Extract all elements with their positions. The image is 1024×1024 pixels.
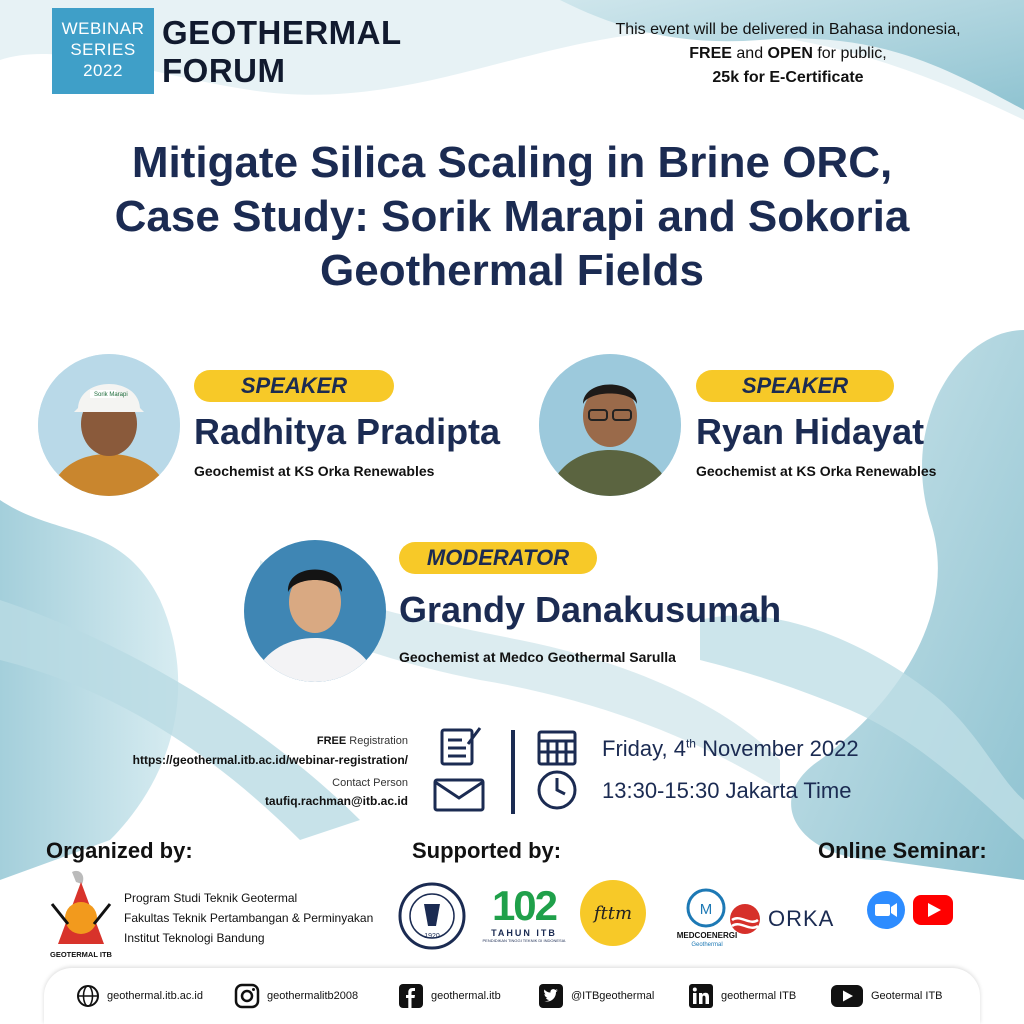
footer-linkedin-text: geothermal ITB [721, 990, 797, 1002]
clock-icon [539, 772, 575, 808]
footer-linkedin[interactable] [688, 982, 796, 1010]
fttm-text: fttm [593, 902, 633, 924]
zoom-icon [866, 890, 906, 930]
speaker-1-badge: SPEAKER [194, 370, 394, 402]
facebook-icon [398, 983, 424, 1009]
contact-label: Contact Person [332, 777, 408, 789]
orka-text: ORKA [768, 906, 835, 931]
moderator-photo [244, 540, 386, 682]
forum-title-line-1: GEOTHERMAL [162, 14, 402, 51]
footer-youtube-text: Geotermal ITB [871, 990, 943, 1002]
itb-year: 1920 [424, 933, 440, 940]
footer-facebook-text: geothermal.itb [431, 990, 501, 1002]
instagram-icon [234, 983, 260, 1009]
series-line-1: WEBINAR [61, 19, 145, 38]
event-title-line-1: Mitigate Silica Scaling in Brine ORC, [131, 138, 893, 187]
speaker-1-name: Radhitya Pradipta [194, 411, 501, 452]
notice-line-1: This event will be delivered in Bahasa indonesia, [615, 21, 961, 38]
anniv-number: 102 [491, 882, 557, 929]
youtube-icon [912, 894, 954, 926]
notice-and: and [731, 45, 768, 62]
youtube-footer-icon [830, 984, 864, 1008]
event-date: Friday, 4th November 2022 [602, 736, 859, 761]
speaker-2-badge: SPEAKER [696, 370, 894, 402]
footer-website[interactable] [76, 982, 203, 1010]
calendar-icon [539, 732, 575, 764]
footer-twitter-text: @ITBgeothermal [571, 990, 655, 1002]
footer-instagram[interactable] [234, 982, 358, 1010]
event-title-line-2: Case Study: Sorik Marapi and Sokoria [114, 192, 910, 241]
logo-caption: GEOTERMAL ITB [50, 950, 112, 959]
linkedin-icon [688, 983, 714, 1009]
registration-free: FREE [316, 735, 347, 747]
form-icon [442, 728, 480, 764]
notice-public: for public, [812, 45, 887, 62]
102-tahun-itb-logo [476, 884, 572, 948]
contact-email[interactable]: taufiq.rachman@itb.ac.id [264, 794, 408, 808]
anniv-sub: TAHUN ITB [491, 928, 557, 938]
organizer-details [124, 888, 373, 948]
event-title-line-3: Geothermal Fields [320, 246, 704, 295]
footer-twitter[interactable] [538, 982, 654, 1010]
registration-link[interactable]: https://geothermal.itb.ac.id/webinar-registration/ [132, 753, 408, 767]
globe-icon [76, 984, 100, 1008]
notice-line-3: 25k for E-Certificate [712, 69, 864, 86]
organizer-line-3: Institut Teknologi Bandung [124, 931, 265, 945]
organizer-line-1: Program Studi Teknik Geotermal [124, 891, 298, 905]
online-seminar-heading: Online Seminar: [818, 838, 987, 863]
registration-label: FREE Registration [316, 735, 408, 747]
event-time: 13:30-15:30 Jakarta Time [602, 778, 852, 803]
moderator-badge: MODERATOR [399, 542, 597, 574]
medco-text: MEDCOENERGI [676, 931, 738, 940]
schedule-divider [511, 730, 515, 814]
medco-sub: Geothermal [691, 942, 723, 948]
orka-logo [728, 902, 834, 936]
anniv-tag: PENDIDIKAN TINGGI TEKNIK DI INDONESIA [482, 938, 566, 943]
speaker-1-role: Geochemist at KS Orka Renewables [194, 463, 435, 479]
event-notice [568, 18, 1008, 90]
footer-instagram-text: geothermalitb2008 [267, 990, 359, 1002]
footer-youtube[interactable] [830, 982, 943, 1010]
webinar-series-box [52, 8, 154, 94]
helmet-text: Sorik Marapi [94, 392, 128, 398]
series-line-3: 2022 [83, 61, 123, 80]
moderator-role: Geochemist at Medco Geothermal Sarulla [399, 649, 676, 665]
supported-by-heading: Supported by: [412, 838, 562, 863]
event-title [40, 136, 984, 298]
organizer-line-2: Fakultas Teknik Pertambangan & Perminyakan [124, 911, 374, 925]
organized-by-heading: Organized by: [46, 838, 193, 863]
speaker-2-name: Ryan Hidayat [696, 411, 925, 452]
mail-icon [435, 780, 483, 810]
twitter-icon [538, 983, 564, 1009]
form-and-mail-icons [432, 724, 488, 816]
svg-text:M: M [699, 901, 713, 918]
orka-mark-icon [728, 902, 762, 936]
series-line-2: SERIES [70, 40, 136, 59]
notice-free: FREE [689, 45, 732, 62]
forum-title-line-2: FORUM [162, 52, 286, 89]
fttm-logo [580, 880, 646, 946]
forum-title [162, 14, 402, 90]
moderator-name: Grandy Danakusumah [399, 589, 782, 630]
notice-line-2 [568, 42, 1008, 66]
speaker-2-role: Geochemist at KS Orka Renewables [696, 463, 937, 479]
notice-open: OPEN [767, 45, 813, 62]
calendar-and-clock-icons [536, 728, 578, 812]
footer-facebook[interactable] [398, 982, 501, 1010]
speaker-1-photo [38, 354, 180, 496]
footer-website-text: geothermal.itb.ac.id [107, 990, 203, 1002]
itb-logo [398, 882, 466, 950]
geotermal-itb-logo [46, 868, 116, 960]
speaker-2-photo [539, 354, 681, 496]
